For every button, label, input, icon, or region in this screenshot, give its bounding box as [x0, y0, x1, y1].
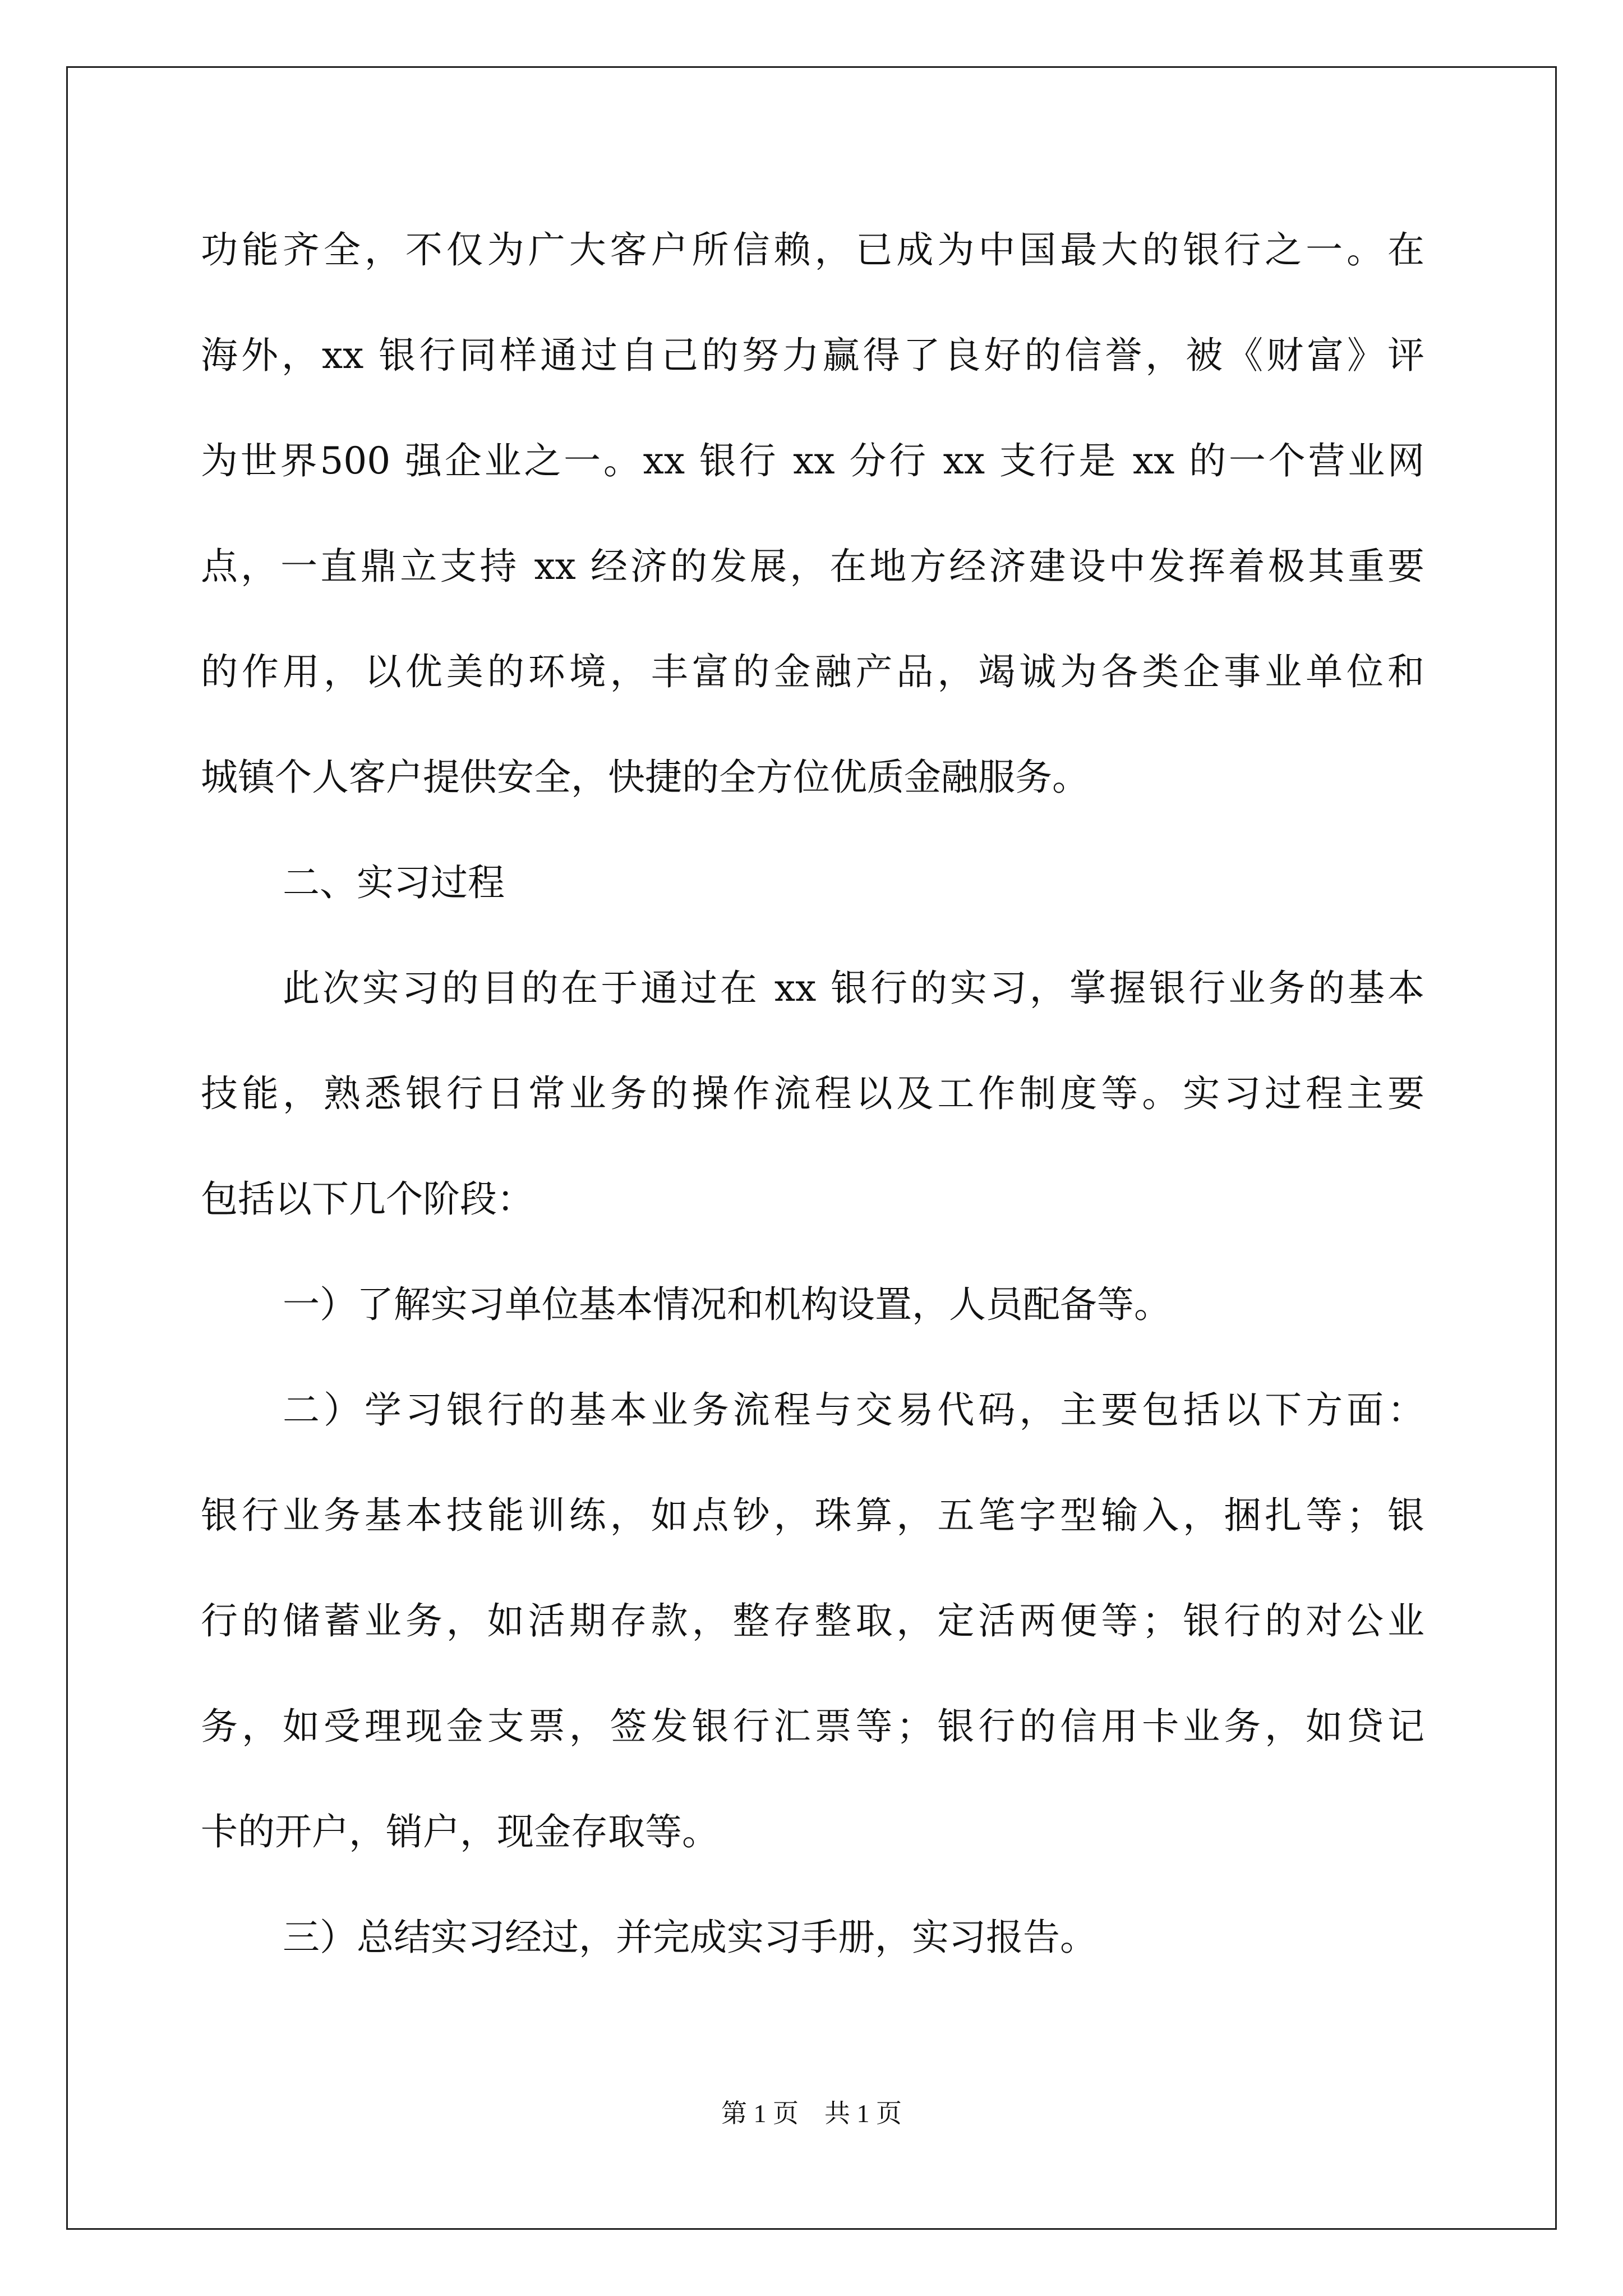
- text-line: 城镇个人客户提供安全，快捷的全方位优质金融服务。: [201, 756, 1089, 799]
- text-line: 技能，熟悉银行日常业务的操作流程以及工作制度等。实习过程主要: [201, 1072, 1424, 1115]
- text-line: 一）了解实习单位基本情况和机构设置，人员配备等。: [283, 1283, 1171, 1326]
- text-line: 功能齐全，不仅为广大客户所信赖，已成为中国最大的银行之一。在: [201, 228, 1424, 272]
- text-line: 海外，xx 银行同样通过自己的努力赢得了良好的信誉，被《财富》评: [201, 334, 1424, 377]
- text-line: 点，一直鼎立支持 xx 经济的发展，在地方经济建设中发挥着极其重要: [201, 545, 1424, 588]
- text-line: 的作用，以优美的环境，丰富的金融产品，竭诚为各类企事业单位和: [201, 650, 1424, 693]
- text-line: 此次实习的目的在于通过在 xx 银行的实习，掌握银行业务的基本: [283, 967, 1424, 1010]
- text-line: 银行业务基本技能训练，如点钞，珠算，五笔字型输入，捆扎等；银: [201, 1494, 1424, 1537]
- text-line: 务，如受理现金支票，签发银行汇票等；银行的信用卡业务，如贷记: [201, 1705, 1424, 1748]
- text-line: 二）学习银行的基本业务流程与交易代码，主要包括以下方面：: [283, 1388, 1424, 1432]
- page-footer: 第 1 页 共 1 页: [721, 2099, 902, 2128]
- text-line: 行的储蓄业务，如活期存款，整存整取，定活两便等；银行的对公业: [201, 1599, 1424, 1642]
- text-line: 三）总结实习经过，并完成实习手册，实习报告。: [283, 1916, 1097, 1959]
- document-body: [201, 212, 1424, 2005]
- text-line: 卡的开户，销户，现金存取等。: [201, 1810, 719, 1853]
- text-line: 二、实习过程: [283, 861, 505, 904]
- text-line: 为世界500 强企业之一。xx 银行 xx 分行 xx 支行是 xx 的一个营业网: [201, 439, 1424, 482]
- text-line: 包括以下几个阶段：: [201, 1177, 534, 1221]
